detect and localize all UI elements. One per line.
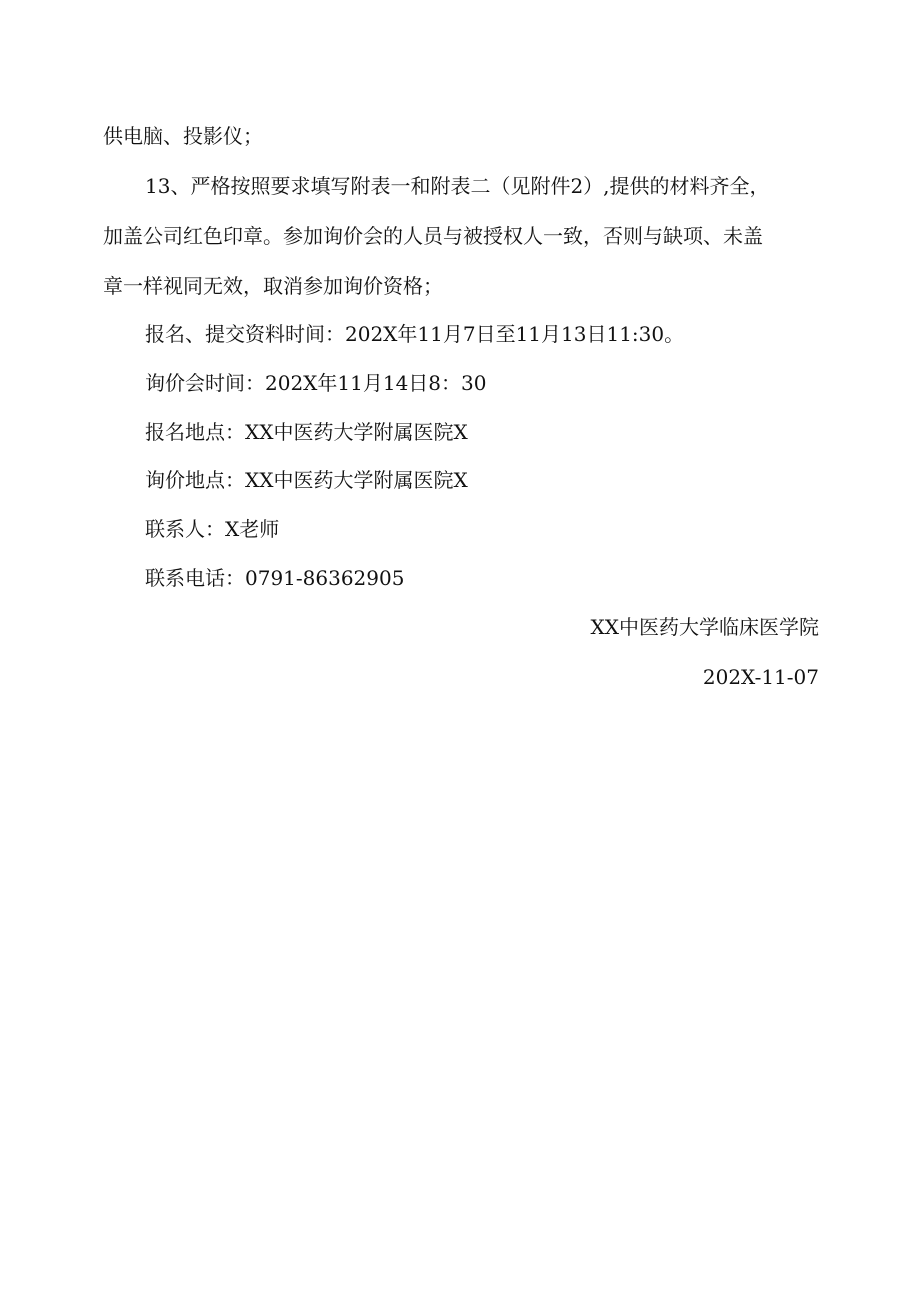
contact-person: 联系人：X老师 — [145, 517, 280, 541]
registration-time: 报名、提交资料时间：202X年11月7日至11月13日11:30。 — [145, 322, 685, 346]
inquiry-time: 询价会时间：202X年11月14日8：30 — [145, 371, 487, 395]
contact-phone: 联系电话：0791-86362905 — [145, 566, 405, 590]
issuer-name: XX中医药大学临床医学院 — [590, 615, 819, 639]
paragraph-line-3: 加盖公司红色印章。参加询价会的人员与被授权人一致，否则与缺项、未盖 — [103, 224, 763, 248]
paragraph-line-2: 13、严格按照要求填写附表一和附表二（见附件2）,提供的材料齐全， — [145, 174, 770, 198]
issue-date: 202X-11-07 — [702, 665, 819, 689]
paragraph-line-4: 章一样视同无效，取消参加询价资格； — [103, 274, 443, 298]
paragraph-line-1: 供电脑、投影仪； — [103, 124, 263, 148]
inquiry-place: 询价地点：XX中医药大学附属医院X — [145, 468, 468, 492]
registration-place: 报名地点：XX中医药大学附属医院X — [145, 420, 468, 444]
